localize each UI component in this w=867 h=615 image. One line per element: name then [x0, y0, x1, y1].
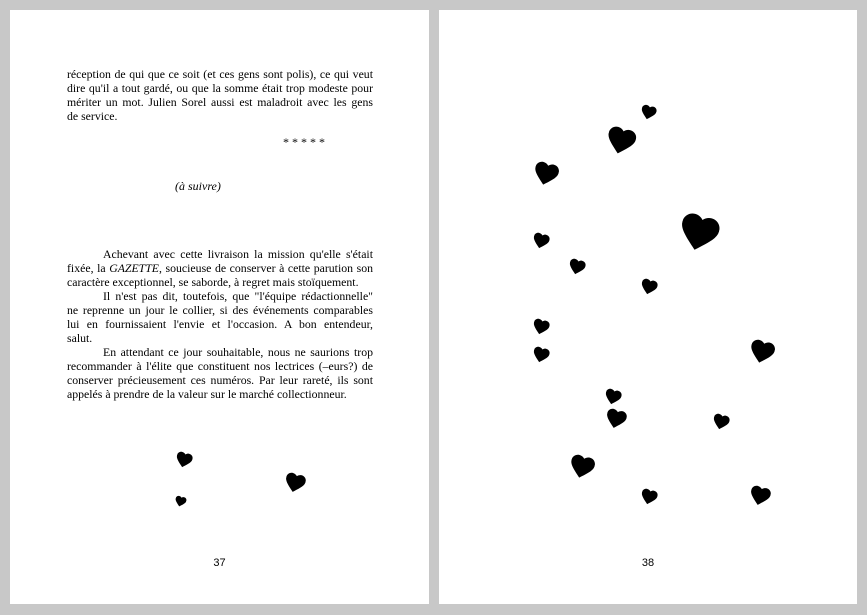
- paragraph-line: appelés à prendre de la valeur sur le marché collectionneur.: [67, 387, 347, 401]
- paragraph-line: mériter un mot. Julien Sorel aussi est maladroit avec les gens: [67, 95, 373, 109]
- paragraph-line: caractère exceptionnel, se saborde, à regret mais stoïquement.: [67, 275, 359, 289]
- heart-icon: [603, 387, 623, 407]
- paragraph-line: En attendant ce jour souhaitable, nous ne saurions trop: [103, 345, 373, 359]
- page-number: 38: [641, 557, 655, 569]
- heart-icon: [567, 257, 587, 277]
- section-separator: * * * * *: [283, 135, 325, 149]
- page-37: [10, 10, 429, 604]
- heart-icon: [711, 412, 731, 432]
- heart-icon: [531, 159, 560, 188]
- paragraph-line: Il n'est pas dit, toutefois, que "l'équipe rédactionnelle": [103, 289, 373, 303]
- heart-icon: [531, 231, 551, 251]
- continued-paragraph: [67, 67, 373, 123]
- paragraph-line: de service.: [67, 109, 118, 123]
- paragraph-line: lui en fournissaient l'envie et l'occasion. A bon entendeur,: [67, 317, 373, 331]
- heart-icon: [639, 487, 659, 507]
- paragraph-line: salut.: [67, 331, 93, 345]
- to-be-continued-note: (à suivre): [175, 179, 221, 193]
- paragraph-line: Achevant avec cette livraison la mission qu'elle s'était: [103, 247, 373, 261]
- heart-icon: [567, 452, 596, 481]
- heart-icon: [174, 450, 194, 470]
- heart-icon: [748, 484, 772, 508]
- line-text: , soucieuse de conserver à cette parution son: [159, 261, 373, 275]
- heart-icon: [676, 210, 723, 257]
- heart-icon: [639, 103, 657, 121]
- paragraph-line: ne reprenne un jour le collier, si des événements comparables: [67, 303, 373, 317]
- heart-icon: [604, 407, 628, 431]
- paragraph-line: [67, 261, 373, 275]
- paragraph-line: conserver précieusement ces numéros. Par leur rareté, ils sont: [67, 373, 373, 387]
- heart-icon: [283, 471, 307, 495]
- publication-title: GAZETTE: [109, 261, 160, 275]
- paragraph-line: dire qu'il a tout gardé, ou que la somme était trop modeste pour: [67, 81, 373, 95]
- heart-icon: [747, 337, 776, 366]
- heart-icon: [604, 124, 638, 158]
- heart-icon: [639, 277, 659, 297]
- paragraph-line: recommander à l'élite que constituent nos lectrices (–eurs?) de: [67, 359, 373, 373]
- line-text: fixée, la: [67, 261, 110, 275]
- closing-paragraphs: [67, 247, 373, 401]
- page-38: [439, 10, 857, 604]
- heart-icon: [531, 345, 551, 365]
- paragraph-line: réception de qui que ce soit (et ces gens sont polis), ce qui veut: [67, 67, 373, 81]
- heart-icon: [531, 317, 551, 337]
- heart-icon: [174, 495, 187, 508]
- page-number: 37: [213, 557, 226, 569]
